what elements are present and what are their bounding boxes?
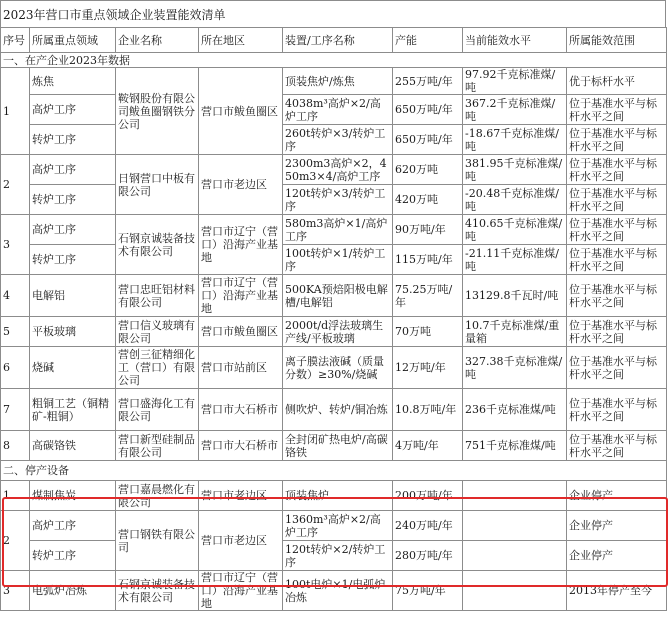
table-row [1,68,667,95]
table-row [1,541,667,571]
header-row [1,28,667,53]
capacity-cell: 75万吨/年 [393,571,463,611]
section-label: 一、在产企业2023年数据 [1,53,667,68]
table-row [1,571,667,611]
table-row [1,155,667,185]
capacity-cell: 650万吨/年 [393,125,463,155]
table-row [1,185,667,215]
row-number: 2 [1,155,30,215]
row-number: 1 [1,68,30,155]
company-cell: 营口信义玻璃有限公司 [116,317,199,347]
header-cell: 序号 [1,28,30,53]
region-cell: 营口市辽宁（营口）沿海产业基地 [199,215,283,275]
header-cell: 所属重点领域 [30,28,116,53]
device-cell: 顶装焦炉/炼焦 [283,68,393,95]
table-row [1,347,667,389]
table-row [1,431,667,461]
range-cell: 位于基准水平与标杆水平之间 [567,431,667,461]
field-cell: 转炉工序 [30,125,116,155]
company-cell: 营口盛海化工有限公司 [116,389,199,431]
capacity-cell: 420万吨 [393,185,463,215]
range-cell: 位于基准水平与标杆水平之间 [567,347,667,389]
field-cell: 电弧炉冶炼 [30,571,116,611]
range-cell: 优于标杆水平 [567,68,667,95]
capacity-cell: 620万吨 [393,155,463,185]
range-cell: 位于基准水平与标杆水平之间 [567,95,667,125]
level-cell: 410.65千克标准煤/吨 [463,215,567,245]
field-cell: 高炉工序 [30,155,116,185]
region-cell: 营口市老边区 [199,481,283,511]
level-cell: -21.11千克标准煤/吨 [463,245,567,275]
device-cell: 100t电炉×1/电弧炉冶炼 [283,571,393,611]
range-cell: 位于基准水平与标杆水平之间 [567,125,667,155]
level-cell: 381.95千克标准煤/吨 [463,155,567,185]
level-cell [463,511,567,541]
capacity-cell: 75.25万吨/年 [393,275,463,317]
field-cell: 高炉工序 [30,95,116,125]
table-row [1,481,667,511]
capacity-cell: 200万吨/年 [393,481,463,511]
field-cell: 高炉工序 [30,511,116,541]
range-cell: 位于基准水平与标杆水平之间 [567,215,667,245]
range-cell: 2013年停产至今 [567,571,667,611]
capacity-cell: 280万吨/年 [393,541,463,571]
section-row [1,461,667,481]
table-row [1,317,667,347]
device-cell: 580m3高炉×1/高炉工序 [283,215,393,245]
company-cell: 石钢京诚装备技术有限公司 [116,215,199,275]
company-cell: 营口忠旺铝材料有限公司 [116,275,199,317]
company-cell: 鞍钢股份有限公司鲅鱼圈钢铁分公司 [116,68,199,155]
row-number: 6 [1,347,30,389]
region-cell: 营口市鲅鱼圈区 [199,317,283,347]
device-cell: 260t转炉×3/转炉工序 [283,125,393,155]
region-cell: 营口市站前区 [199,347,283,389]
range-cell: 企业停产 [567,511,667,541]
range-cell: 位于基准水平与标杆水平之间 [567,389,667,431]
field-cell: 高碳铬铁 [30,431,116,461]
field-cell: 高炉工序 [30,215,116,245]
device-cell: 离子膜法液碱（质量分数）≥30%/烧碱 [283,347,393,389]
level-cell: 751千克标准煤/吨 [463,431,567,461]
company-cell: 石钢京诚装备技术有限公司 [116,571,199,611]
field-cell: 粗铜工艺（铜精矿-粗铜） [30,389,116,431]
device-cell: 4038m³高炉×2/高炉工序 [283,95,393,125]
level-cell [463,481,567,511]
device-cell: 500KA预焙阳极电解槽/电解铝 [283,275,393,317]
company-cell: 营口钢铁有限公司 [116,511,199,571]
field-cell: 平板玻璃 [30,317,116,347]
row-number: 7 [1,389,30,431]
range-cell: 位于基准水平与标杆水平之间 [567,185,667,215]
field-cell: 转炉工序 [30,245,116,275]
region-cell: 营口市大石桥市 [199,431,283,461]
row-number: 2 [1,511,30,571]
device-cell: 侧吹炉、转炉/铜冶炼 [283,389,393,431]
table-row [1,95,667,125]
region-cell: 营口市老边区 [199,155,283,215]
table-row [1,215,667,245]
device-cell: 120t转炉×2/转炉工序 [283,541,393,571]
table-row [1,125,667,155]
row-number: 5 [1,317,30,347]
level-cell: 367.2千克标准煤/吨 [463,95,567,125]
row-number: 1 [1,481,30,511]
level-cell: -20.48千克标准煤/吨 [463,185,567,215]
field-cell: 烧碱 [30,347,116,389]
header-cell: 产能 [393,28,463,53]
level-cell: 327.38千克标准煤/吨 [463,347,567,389]
header-cell: 当前能效水平 [463,28,567,53]
company-cell: 营创三征精细化工（营口）有限公司 [116,347,199,389]
capacity-cell: 70万吨 [393,317,463,347]
company-cell: 营口嘉晨燃化有限公司 [116,481,199,511]
capacity-cell: 10.8万吨/年 [393,389,463,431]
region-cell: 营口市鲅鱼圈区 [199,68,283,155]
row-number: 4 [1,275,30,317]
capacity-cell: 12万吨/年 [393,347,463,389]
level-cell: -18.67千克标准煤/吨 [463,125,567,155]
device-cell: 2000t/d浮法玻璃生产线/平板玻璃 [283,317,393,347]
company-cell: 日钢营口中板有限公司 [116,155,199,215]
range-cell: 位于基准水平与标杆水平之间 [567,275,667,317]
device-cell: 120t转炉×3/转炉工序 [283,185,393,215]
capacity-cell: 4万吨/年 [393,431,463,461]
section-row [1,53,667,68]
table-title: 2023年营口市重点领域企业装置能效清单 [0,0,666,28]
field-cell: 转炉工序 [30,541,116,571]
header-cell: 所在地区 [199,28,283,53]
level-cell [463,541,567,571]
header-cell: 企业名称 [116,28,199,53]
row-number: 3 [1,215,30,275]
range-cell: 企业停产 [567,541,667,571]
range-cell: 位于基准水平与标杆水平之间 [567,245,667,275]
device-cell: 全封闭矿热电炉/高碳铬铁 [283,431,393,461]
device-cell: 1360m³高炉×2/高炉工序 [283,511,393,541]
capacity-cell: 255万吨/年 [393,68,463,95]
device-cell: 100t转炉×1/转炉工序 [283,245,393,275]
capacity-cell: 240万吨/年 [393,511,463,541]
row-number: 3 [1,571,30,611]
field-cell: 煤制焦炭 [30,481,116,511]
range-cell: 位于基准水平与标杆水平之间 [567,155,667,185]
region-cell: 营口市大石桥市 [199,389,283,431]
table-row [1,275,667,317]
level-cell: 13129.8千瓦时/吨 [463,275,567,317]
header-cell: 装置/工序名称 [283,28,393,53]
row-number: 8 [1,431,30,461]
range-cell: 位于基准水平与标杆水平之间 [567,317,667,347]
region-cell: 营口市辽宁（营口）沿海产业基地 [199,275,283,317]
table-row [1,511,667,541]
level-cell: 97.92千克标准煤/吨 [463,68,567,95]
level-cell: 236千克标准煤/吨 [463,389,567,431]
region-cell: 营口市辽宁（营口）沿海产业基地 [199,571,283,611]
level-cell: 10.7千克标准煤/重量箱 [463,317,567,347]
capacity-cell: 650万吨/年 [393,95,463,125]
section-label: 二、停产设备 [1,461,667,481]
region-cell: 营口市老边区 [199,511,283,571]
field-cell: 炼焦 [30,68,116,95]
capacity-cell: 115万吨/年 [393,245,463,275]
table-row [1,245,667,275]
range-cell: 企业停产 [567,481,667,511]
efficiency-table [0,27,667,611]
table-row [1,389,667,431]
field-cell: 电解铝 [30,275,116,317]
device-cell: 2300m3高炉×2，450m3×4/高炉工序 [283,155,393,185]
field-cell: 转炉工序 [30,185,116,215]
level-cell [463,571,567,611]
device-cell: 顶装焦炉 [283,481,393,511]
capacity-cell: 90万吨/年 [393,215,463,245]
header-cell: 所属能效范围 [567,28,667,53]
company-cell: 营口新型硅制品有限公司 [116,431,199,461]
